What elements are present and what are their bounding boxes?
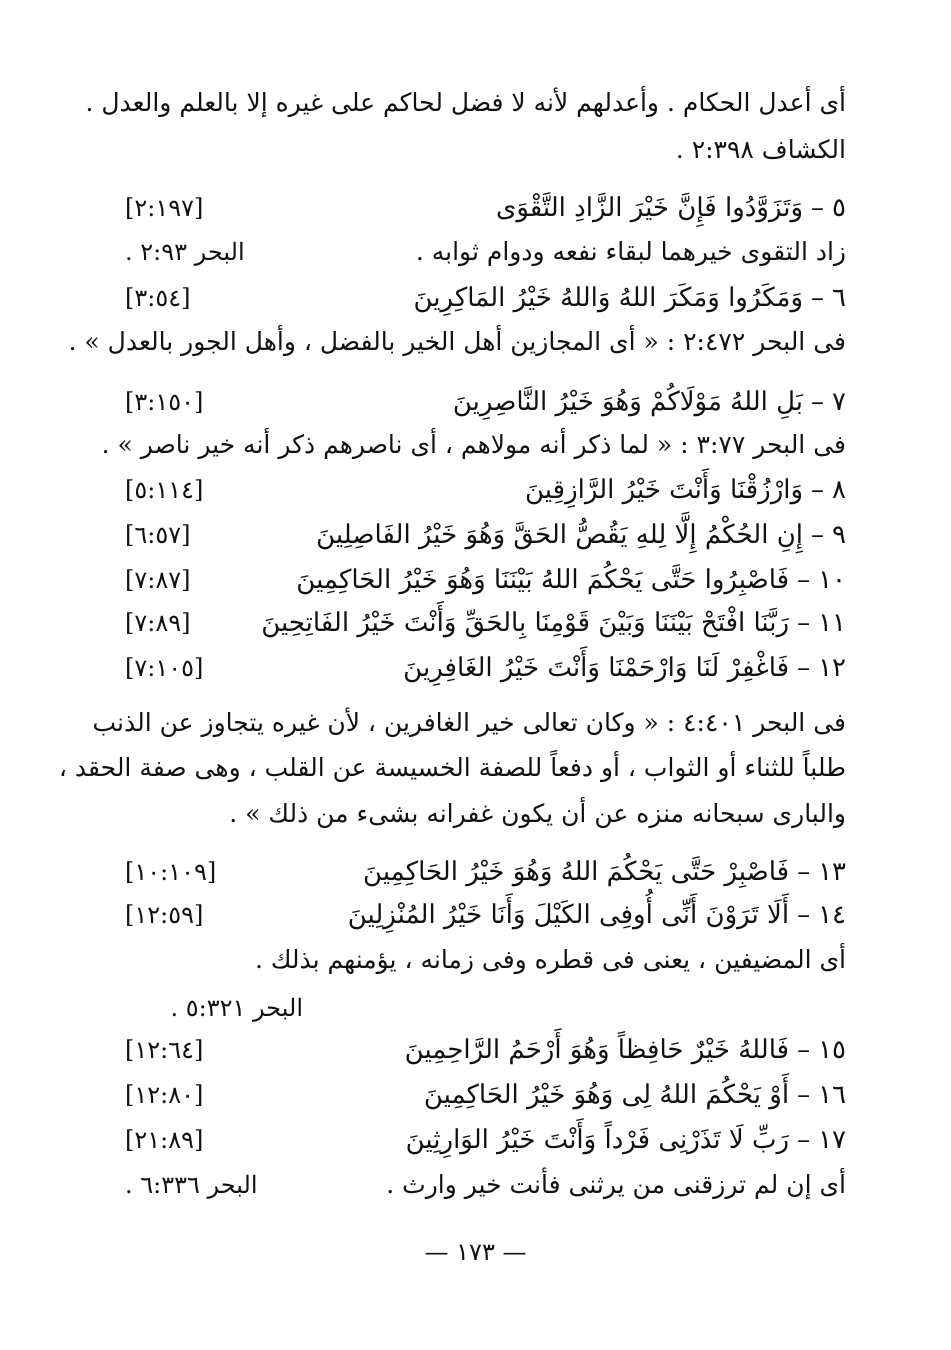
verse-number: ٨ [832, 475, 846, 505]
commentary-line [0, 1165, 951, 1205]
verse-separator: – [797, 1080, 811, 1110]
commentary-line [0, 232, 951, 272]
verse-number: ١٠ [818, 565, 846, 595]
verse-separator: – [811, 283, 825, 313]
verse-number: ١٤ [818, 900, 846, 930]
commentary-line [0, 703, 951, 743]
verse-separator: – [797, 565, 811, 595]
verse-line [0, 1075, 951, 1115]
verse-text: وَمَكَرُوا وَمَكَرَ اللهُ وَاللهُ خَيْرُ المَاكِرِينَ [413, 283, 804, 313]
commentary-text: أى إن لم ترزقنى من يرثنى فأنت خير وارث . [386, 1170, 846, 1199]
verse-reference: [١٢:٥٩] [125, 901, 204, 929]
verse-text-block [261, 603, 846, 643]
verse-text-block [316, 515, 846, 555]
verse-separator: – [811, 387, 825, 417]
verse-text-block [406, 1120, 846, 1160]
commentary-text: الكشاف ٢:٣٩٨ . [675, 135, 846, 164]
verse-text: رَبَّنَا افْتَحْ بَيْنَنَا وَبَيْنَ قَوْمِنَا بِالحَقِّ وَأَنْتَ خَيْرُ الفَاتِحِينَ [261, 608, 790, 638]
verse-text-block [403, 648, 846, 688]
verse-line [0, 560, 951, 600]
verse-line [0, 603, 951, 643]
verse-reference: [١٢:٦٤] [125, 1036, 204, 1064]
commentary-text: زاد التقوى خيرهما لبقاء نفعه ودوام ثوابه . [415, 237, 846, 266]
verse-line [0, 278, 951, 318]
verse-line [0, 1120, 951, 1160]
verse-reference: [٣:١٥٠] [125, 388, 204, 416]
verse-text-block [405, 1030, 846, 1070]
source-citation: البحر ٥:٣٢١ . [170, 994, 303, 1022]
source-citation: البحر ٢:٩٣ . [125, 238, 245, 266]
verse-text-block [363, 852, 846, 892]
commentary-line [0, 794, 951, 834]
verse-text: بَلِ اللهُ مَوْلَاكُمْ وَهُوَ خَيْرُ النَّاصِرِينَ [452, 387, 804, 417]
verse-text-block [453, 382, 846, 422]
verse-separator: – [797, 1125, 811, 1155]
verse-text: أَلَا تَرَوْنَ أَنِّى أُوفِى الكَيْلَ وَأَنَا خَيْرُ المُنْزِلِينَ [347, 900, 790, 930]
verse-line [0, 515, 951, 555]
verse-separator: – [797, 900, 811, 930]
verse-reference: [٦:٥٧] [125, 521, 191, 549]
commentary-line [0, 322, 951, 362]
commentary-line [0, 425, 951, 465]
verse-separator: – [811, 475, 825, 505]
commentary-text: طلباً للثناء أو الثواب ، أو دفعاً للصفة الخسيسة عن القلب ، وهى صفة الحقد ، [58, 753, 846, 782]
verse-line [0, 188, 951, 228]
verse-line [0, 852, 951, 892]
verse-line [0, 382, 951, 422]
verse-text-block [414, 278, 847, 318]
verse-line [0, 470, 951, 510]
verse-separator: – [797, 653, 811, 683]
verse-text-block [348, 895, 846, 935]
verse-reference: [٧:٨٧] [125, 566, 191, 594]
verse-number: ٧ [832, 387, 846, 417]
verse-separator: – [811, 520, 825, 550]
verse-number: ٥ [832, 193, 846, 223]
verse-number: ٦ [832, 283, 846, 313]
source-citation: البحر ٦:٣٣٦ . [125, 1171, 258, 1199]
verse-number: ١١ [818, 608, 846, 638]
commentary-line [0, 748, 951, 788]
commentary-text: فى البحر ٣:٧٧ : « لما ذكر أنه مولاهم ، أى ناصرهم ذكر أنه خير ناصر » . [101, 430, 846, 459]
commentary-text: أى أعدل الحكام . وأعدلهم لأنه لا فضل لحاكم على غيره إلا بالعلم والعدل . [85, 88, 846, 117]
verse-number: ١٦ [818, 1080, 846, 1110]
commentary-line [0, 988, 951, 1028]
verse-separator: – [797, 608, 811, 638]
commentary-text: فى البحر ٢:٤٧٢ : « أى المجازين أهل الخير بالفضل ، وأهل الجور بالعدل » . [68, 327, 846, 356]
commentary-text: والبارى سبحانه منزه عن أن يكون غفرانه بشىء من ذلك » . [229, 799, 846, 828]
commentary-line [0, 83, 951, 123]
verse-text-block [496, 188, 846, 228]
verse-reference: [٧:٨٩] [125, 609, 191, 637]
verse-text-block [296, 560, 846, 600]
verse-text: فَاغْفِرْ لَنَا وَارْحَمْنَا وَأَنْتَ خَيْرُ الغَافِرِينَ [403, 653, 790, 683]
verse-text: رَبِّ لَا تَذَرْنِى فَرْداً وَأَنْتَ خَيْرُ الوَارِثِينَ [405, 1125, 790, 1155]
verse-reference: [٥:١١٤] [125, 476, 204, 504]
verse-text: فَاللهُ خَيْرٌ حَافِظاً وَهُوَ أَرْحَمُ الرَّاحِمِينَ [404, 1035, 790, 1065]
verse-text: فَاصْبِرْ حَتَّى يَحْكُمَ اللهُ وَهُوَ خَيْرُ الحَاكِمِينَ [363, 857, 790, 887]
verse-number: ١٥ [818, 1035, 846, 1065]
verse-reference: [٢١:٨٩] [125, 1126, 204, 1154]
verse-line [0, 648, 951, 688]
verse-separator: – [797, 1035, 811, 1065]
verse-separator: – [811, 193, 825, 223]
page-number: — ١٧٣ — [424, 1238, 527, 1266]
verse-text: وَارْزُقْنَا وَأَنْتَ خَيْرُ الرَّازِقِينَ [525, 475, 804, 505]
verse-reference: [١٠:١٠٩] [125, 858, 217, 886]
verse-reference: [٣:٥٤] [125, 284, 191, 312]
verse-number: ٩ [832, 520, 846, 550]
verse-number: ١٢ [818, 653, 846, 683]
verse-text: أَوْ يَحْكُمَ اللهُ لِى وَهُوَ خَيْرُ الحَاكِمِينَ [423, 1080, 790, 1110]
commentary-line [0, 130, 951, 170]
verse-text: وَتَزَوَّدُوا فَإِنَّ خَيْرَ الزَّادِ التَّقْوَى [495, 193, 804, 223]
verse-reference: [١٢:٨٠] [125, 1081, 204, 1109]
verse-reference: [٢:١٩٧] [125, 194, 204, 222]
verse-text: فَاصْبِرُوا حَتَّى يَحْكُمَ اللهُ بَيْنَنَا وَهُوَ خَيْرُ الحَاكِمِينَ [296, 565, 790, 595]
commentary-line [0, 940, 951, 980]
verse-separator: – [797, 857, 811, 887]
verse-line [0, 1030, 951, 1070]
verse-line [0, 895, 951, 935]
verse-text-block [424, 1075, 846, 1115]
verse-reference: [٧:١٠٥] [125, 654, 204, 682]
commentary-text: فى البحر ٤:٤٠١ : « وكان تعالى خير الغافرين ، لأن غيره يتجاوز عن الذنب [92, 708, 846, 737]
verse-number: ١٣ [818, 857, 846, 887]
verse-text-block [525, 470, 846, 510]
commentary-text: أى المضيفين ، يعنى فى قطره وفى زمانه ، يؤمنهم بذلك . [254, 945, 846, 974]
verse-text: إِنِ الحُكْمُ إِلَّا لِلهِ يَقُصُّ الحَقَّ وَهُوَ خَيْرُ الفَاصِلِينَ [316, 520, 804, 550]
verse-number: ١٧ [818, 1125, 846, 1155]
